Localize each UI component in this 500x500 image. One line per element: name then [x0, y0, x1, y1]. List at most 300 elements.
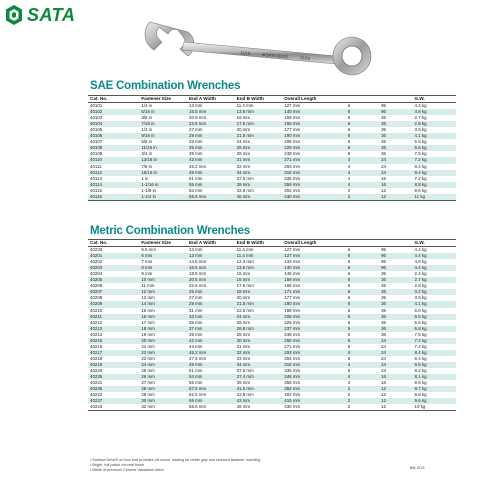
- cell-fastener-size: 9/16 in: [141, 133, 155, 139]
- cell-end-a-width: 16.5 mm: [189, 265, 207, 271]
- cell-overall-length: 190 mm: [284, 133, 301, 139]
- cell-end-b-width: 33 mm: [236, 355, 251, 361]
- cell-inner-qty: 6: [347, 151, 351, 157]
- cell-fastener-size: 7/16 in: [141, 121, 155, 127]
- cell-cat-no: 40210: [90, 307, 103, 313]
- cell-inner-qty: 2: [347, 392, 351, 398]
- cell-outer-qty: 36: [381, 121, 386, 127]
- cell-end-b-width: 21.5 mm: [236, 301, 254, 307]
- cell-fastener-size: 26 mm: [141, 374, 155, 380]
- cell-fastener-size: 19 mm: [141, 331, 155, 337]
- cell-overall-length: 225 mm: [284, 145, 301, 151]
- cell-inner-qty: 6: [347, 307, 351, 313]
- cell-outer-qty: 36: [381, 277, 386, 283]
- col-fastener-size: Fastener Size: [141, 240, 171, 245]
- cell-gross-weight: 9.4 kg: [414, 355, 427, 361]
- cell-end-b-width: 37.4 mm: [236, 374, 254, 380]
- cell-gross-weight: 9.2 kg: [414, 367, 427, 373]
- cell-outer-qty: 36: [381, 271, 386, 277]
- cell-cat-no: 40220: [90, 367, 103, 373]
- cell-end-b-width: 28 mm: [236, 331, 251, 337]
- cell-fastener-size: 1/4 in: [141, 103, 153, 109]
- cell-overall-length: 140 mm: [284, 109, 301, 115]
- cell-fastener-size: 5/16 in: [141, 109, 155, 115]
- cell-gross-weight: 5.5 kg: [414, 313, 427, 319]
- brand-name: SATA: [27, 5, 76, 25]
- feature-note: • Surface Drive® on box end provides off-corner loading for better grip and reduced fastener rounding: [90, 458, 261, 462]
- cell-end-a-width: 29 mm: [189, 301, 203, 307]
- cell-gross-weight: 10 kg: [414, 404, 426, 410]
- cell-inner-qty: 6: [347, 343, 351, 349]
- cell-end-a-width: 20.5 mm: [189, 115, 207, 121]
- cell-gross-weight: 7.2 kg: [414, 343, 427, 349]
- cell-outer-qty: 24: [381, 169, 386, 175]
- cell-fastener-size: 32 mm: [141, 404, 155, 410]
- feature-note: • Made of premium Chrome Vanadium steel: [90, 468, 164, 472]
- cell-fastener-size: 5.5 mm: [141, 247, 156, 253]
- table-row: [88, 194, 456, 201]
- cell-gross-weight: 7.2 kg: [414, 175, 427, 181]
- cell-inner-qty: 6: [347, 109, 351, 115]
- cell-outer-qty: 24: [381, 361, 386, 367]
- cell-fastener-size: 25 mm: [141, 367, 155, 373]
- col-end-a-width: End A Width: [189, 240, 216, 245]
- cell-end-b-width: 26 mm: [236, 145, 251, 151]
- cell-fastener-size: 16 mm: [141, 313, 155, 319]
- cell-end-b-width: 46 mm: [236, 193, 251, 199]
- cell-overall-length: 190 mm: [284, 301, 301, 307]
- cell-inner-qty: 6: [347, 301, 351, 307]
- cell-outer-qty: 16: [381, 374, 386, 380]
- cell-inner-qty: 6: [347, 115, 351, 121]
- cell-fastener-size: 14 mm: [141, 301, 155, 307]
- cell-fastener-size: 15 mm: [141, 307, 155, 313]
- cell-gross-weight: 3.2 kg: [414, 289, 427, 295]
- col-cat-no: Cat. No.: [90, 240, 108, 245]
- cell-fastener-size: 24 mm: [141, 361, 155, 367]
- cell-cat-no: 40219: [90, 361, 103, 367]
- cell-end-b-width: 30 mm: [236, 337, 251, 343]
- cell-inner-qty: 2: [347, 386, 351, 392]
- cell-outer-qty: 24: [381, 163, 386, 169]
- cell-end-a-width: 51 mm: [189, 367, 203, 373]
- cell-end-b-width: 11.4 mm: [236, 247, 254, 253]
- cell-gross-weight: 7.2 kg: [414, 337, 427, 343]
- cell-inner-qty: 6: [347, 367, 351, 373]
- cell-outer-qty: 96: [381, 265, 386, 271]
- cell-gross-weight: 4.1 kg: [414, 301, 427, 307]
- cell-overall-length: 165 mm: [284, 121, 301, 127]
- cell-end-a-width: 54 mm: [189, 374, 203, 380]
- cell-end-a-width: 22.5 mm: [189, 283, 207, 289]
- cell-fastener-size: 7/8 in: [141, 163, 153, 169]
- cell-inner-qty: 2: [347, 398, 351, 404]
- cell-overall-length: 248 mm: [284, 331, 301, 337]
- cell-cat-no: 40214: [90, 331, 103, 337]
- cell-overall-length: 165 mm: [284, 283, 301, 289]
- cell-end-a-width: 35 mm: [189, 319, 203, 325]
- cell-end-a-width: 27 mm: [189, 295, 203, 301]
- sata-logo: [5, 4, 77, 28]
- cell-end-a-width: 57.5 mm: [189, 386, 207, 392]
- cell-gross-weight: 2.7 kg: [414, 277, 427, 283]
- cell-overall-length: 316 mm: [284, 169, 301, 175]
- cell-inner-qty: 4: [347, 157, 351, 163]
- cell-inner-qty: 4: [347, 380, 351, 386]
- cell-end-a-width: 33 mm: [189, 139, 203, 145]
- cell-end-a-width: 62.5 mm: [189, 392, 207, 398]
- cell-end-b-width: 26.8 mm: [236, 325, 254, 331]
- cell-outer-qty: 36: [381, 319, 386, 325]
- cell-end-b-width: 41.5 mm: [236, 386, 254, 392]
- cell-inner-qty: 6: [347, 259, 351, 265]
- cell-gross-weight: 9.6 kg: [414, 187, 427, 193]
- cell-fastener-size: 20 mm: [141, 337, 155, 343]
- cell-gross-weight: 9.6 kg: [414, 398, 427, 404]
- cell-overall-length: 140 mm: [284, 265, 301, 271]
- cell-end-a-width: 39 mm: [189, 331, 203, 337]
- cell-end-b-width: 24 mm: [236, 139, 251, 145]
- cell-end-b-width: 28 mm: [236, 151, 251, 157]
- cell-outer-qty: 24: [381, 337, 386, 343]
- cell-outer-qty: 96: [381, 103, 386, 109]
- cell-overall-length: 359 mm: [284, 181, 301, 187]
- cell-outer-qty: 36: [381, 331, 386, 337]
- col-cat-no: Cat. No.: [90, 96, 108, 101]
- cell-inner-qty: 6: [347, 271, 351, 277]
- cell-end-a-width: 29 mm: [189, 133, 203, 139]
- cell-outer-qty: 36: [381, 115, 386, 121]
- cell-cat-no: 40201: [90, 253, 103, 259]
- cell-gross-weight: 7.5 kg: [414, 151, 427, 157]
- cell-end-b-width: 17.5 mm: [236, 121, 254, 127]
- cell-gross-weight: 4.8 kg: [414, 109, 427, 115]
- cell-inner-qty: 2: [347, 404, 351, 410]
- cell-cat-no: 40237: [90, 398, 103, 404]
- cell-inner-qty: 6: [347, 265, 351, 271]
- cell-overall-length: 304 mm: [284, 355, 301, 361]
- cell-end-b-width: 11.4 mm: [236, 253, 254, 259]
- cell-end-b-width: 24 mm: [236, 313, 251, 319]
- cell-gross-weight: 5.0 kg: [414, 307, 427, 313]
- cell-cat-no: 40203: [90, 265, 103, 271]
- catalog-header: [0, 0, 500, 80]
- cell-gross-weight: 8.7 kg: [414, 386, 427, 392]
- cell-gross-weight: 8.1 kg: [414, 374, 427, 380]
- cell-outer-qty: 12: [381, 386, 386, 392]
- cell-cat-no: 40104: [90, 121, 103, 127]
- cell-inner-qty: 6: [347, 103, 351, 109]
- cell-outer-qty: 36: [381, 151, 386, 157]
- cell-cat-no: 40108: [90, 145, 103, 151]
- cell-inner-qty: 6: [347, 277, 351, 283]
- cell-overall-length: 159 mm: [284, 277, 301, 283]
- cell-outer-qty: 36: [381, 295, 386, 301]
- cell-overall-length: 316 mm: [284, 361, 301, 367]
- cell-gross-weight: 11 kg: [414, 193, 425, 199]
- cell-inner-qty: 4: [347, 169, 351, 175]
- cell-fastener-size: 1-1/16 in: [141, 181, 159, 187]
- cell-end-a-width: 25 mm: [189, 289, 203, 295]
- cell-outer-qty: 12: [381, 398, 386, 404]
- cell-overall-length: 177 mm: [284, 295, 301, 301]
- sae-table: [88, 95, 456, 201]
- cell-end-b-width: 46 mm: [236, 404, 251, 410]
- cell-overall-length: 430 mm: [284, 193, 301, 199]
- cell-end-a-width: 65.6 mm: [189, 193, 207, 199]
- col-end-b-width: End B Width: [236, 96, 264, 101]
- cell-end-b-width: 43 mm: [236, 398, 251, 404]
- cell-inner-qty: 6: [347, 313, 351, 319]
- cell-gross-weight: 5.6 kg: [414, 319, 427, 325]
- col-inner-qty: [346, 96, 379, 103]
- cell-fastener-size: 18 mm: [141, 325, 155, 331]
- cell-fastener-size: 13 mm: [141, 295, 155, 301]
- cell-overall-length: 335 mm: [284, 175, 301, 181]
- cell-gross-weight: 4.4 kg: [414, 253, 427, 259]
- cell-overall-length: 293 mm: [284, 349, 301, 355]
- col-outer-qty: [379, 96, 412, 103]
- cell-end-a-width: 35 mm: [189, 145, 203, 151]
- cell-overall-length: 127 mm: [284, 103, 301, 109]
- cell-inner-qty: 4: [347, 361, 351, 367]
- cell-cat-no: 40207: [90, 289, 103, 295]
- cell-overall-length: 383 mm: [284, 386, 301, 392]
- col-overall-length: Overall Length: [284, 240, 317, 245]
- cell-fastener-size: 8 mm: [141, 265, 153, 271]
- metric-table: [88, 239, 456, 411]
- cell-end-a-width: 55 mm: [189, 181, 203, 187]
- cell-gross-weight: 7.2 kg: [414, 157, 427, 163]
- cell-inner-qty: 6: [347, 283, 351, 289]
- cell-end-a-width: 42 mm: [189, 337, 203, 343]
- cell-outer-qty: 12: [381, 392, 386, 398]
- cell-end-a-width: 14.6 mm: [189, 259, 207, 265]
- cell-gross-weight: 9.5 kg: [414, 361, 427, 367]
- cell-end-a-width: 33 mm: [189, 313, 203, 319]
- cell-outer-qty: 36: [381, 127, 386, 133]
- cell-outer-qty: 24: [381, 349, 386, 355]
- sae-section-title: SAE Combination Wrenches: [90, 80, 241, 92]
- cell-end-a-width: 43 mm: [189, 157, 203, 163]
- cell-cat-no: 40223: [90, 404, 103, 410]
- cell-cat-no: 40204: [90, 271, 103, 277]
- cell-end-b-width: 34 mm: [236, 169, 251, 175]
- cell-inner-qty: 2: [347, 187, 351, 193]
- cell-end-b-width: 20 mm: [236, 127, 251, 133]
- cell-end-a-width: 37 mm: [189, 325, 203, 331]
- cell-end-b-width: 17.5 mm: [236, 283, 254, 289]
- cell-fastener-size: 11/16 in: [141, 145, 157, 151]
- cell-end-b-width: 13.6 mm: [236, 265, 254, 271]
- cell-end-a-width: 27 mm: [189, 127, 203, 133]
- cell-outer-qty: 36: [381, 139, 386, 145]
- col-end-b-width: End B Width: [236, 240, 264, 245]
- cell-end-b-width: 31 mm: [236, 343, 251, 349]
- metric-section-title: Metric Combination Wrenches: [90, 225, 250, 237]
- cell-overall-length: 415 mm: [284, 398, 301, 404]
- cell-gross-weight: 5.5 kg: [414, 139, 427, 145]
- wrench-engraving: ⊕SATA 40103: [261, 52, 289, 60]
- col-outer-qty: [379, 240, 412, 247]
- cell-outer-qty: 24: [381, 355, 386, 361]
- cell-end-a-width: 45.2 mm: [189, 163, 207, 169]
- cell-inner-qty: 6: [347, 133, 351, 139]
- col-end-a-width: End A Width: [189, 96, 216, 101]
- cell-inner-qty: 4: [347, 175, 351, 181]
- cell-end-b-width: 22.5 mm: [236, 307, 254, 313]
- cell-gross-weight: 4.4 kg: [414, 265, 427, 271]
- cell-cat-no: 40233: [90, 247, 103, 253]
- cell-outer-qty: 12: [381, 187, 386, 193]
- cell-end-a-width: 47.5 mm: [189, 355, 207, 361]
- cell-overall-length: 265 mm: [284, 337, 301, 343]
- cell-overall-length: 225 mm: [284, 319, 301, 325]
- cell-cat-no: 40208: [90, 295, 103, 301]
- cell-gross-weight: 9.4 kg: [414, 169, 427, 175]
- cell-cat-no: 40202: [90, 259, 103, 265]
- cell-outer-qty: 36: [381, 313, 386, 319]
- cell-end-b-width: 34 mm: [236, 361, 251, 367]
- cell-gross-weight: 4.4 kg: [414, 247, 427, 253]
- cell-gross-weight: 2.7 kg: [414, 115, 427, 121]
- col-gross-weight: G.W.: [414, 96, 425, 101]
- cell-outer-qty: 12: [381, 193, 386, 199]
- cell-inner-qty: 6: [347, 331, 351, 337]
- cell-outer-qty: 96: [381, 253, 386, 259]
- cell-end-b-width: 11.4 mm: [236, 103, 254, 109]
- cell-end-b-width: 37.5 mm: [236, 175, 254, 181]
- cell-cat-no: 40106: [90, 133, 103, 139]
- cell-overall-length: 402 mm: [284, 187, 301, 193]
- cell-end-b-width: 42.8 mm: [236, 392, 254, 398]
- cell-overall-length: 335 mm: [284, 367, 301, 373]
- cell-fastener-size: 17 mm: [141, 319, 155, 325]
- cell-overall-length: 271 mm: [284, 343, 301, 349]
- cell-fastener-size: 1/2 in: [141, 127, 153, 133]
- cell-cat-no: 40110: [90, 157, 102, 163]
- cell-overall-length: 293 mm: [284, 163, 301, 169]
- cell-cat-no: 40236: [90, 386, 103, 392]
- cell-end-a-width: 31 mm: [189, 307, 203, 313]
- cell-end-b-width: 16 mm: [236, 115, 251, 121]
- cell-gross-weight: 8.8 kg: [414, 181, 427, 187]
- cell-inner-qty: 6: [347, 319, 351, 325]
- cell-gross-weight: 7.5 kg: [414, 331, 427, 337]
- cell-fastener-size: 3/8 in: [141, 115, 153, 121]
- cell-fastener-size: 28 mm: [141, 386, 155, 392]
- wrench-image: [140, 12, 380, 78]
- cell-end-b-width: 15 mm: [236, 271, 251, 277]
- cell-end-a-width: 65.6 mm: [189, 404, 207, 410]
- cell-cat-no: 40109: [90, 151, 103, 157]
- cell-overall-length: 208 mm: [284, 313, 301, 319]
- cell-fastener-size: 15/16 in: [141, 169, 157, 175]
- cell-overall-length: 248 mm: [284, 151, 301, 157]
- cell-overall-length: 359 mm: [284, 380, 301, 386]
- cell-fastener-size: 1-1/8 in: [141, 187, 156, 193]
- cell-end-b-width: 18 mm: [236, 289, 251, 295]
- cell-end-a-width: 45.2 mm: [189, 349, 207, 355]
- cell-end-a-width: 65 mm: [189, 398, 203, 404]
- sata-logo-hex-icon: [5, 4, 23, 26]
- cell-end-a-width: 51 mm: [189, 175, 203, 181]
- cell-fastener-size: 30 mm: [141, 398, 155, 404]
- cell-inner-qty: 6: [347, 325, 351, 331]
- cell-inner-qty: 6: [347, 127, 351, 133]
- cell-fastener-size: 5/8 in: [141, 139, 153, 145]
- cell-cat-no: 40221: [90, 380, 103, 386]
- cell-gross-weight: 2.4 kg: [414, 271, 427, 277]
- cell-end-a-width: 49 mm: [189, 169, 203, 175]
- table-header-row: [88, 240, 456, 247]
- cell-overall-length: 127 mm: [284, 253, 301, 259]
- cell-cat-no: 40101: [90, 103, 103, 109]
- cell-fastener-size: 27 mm: [141, 380, 155, 386]
- cell-outer-qty: 24: [381, 367, 386, 373]
- cell-cat-no: 40217: [90, 349, 103, 355]
- cell-fastener-size: 13/16 in: [141, 157, 157, 163]
- cell-outer-qty: 36: [381, 301, 386, 307]
- cell-end-a-width: 20.5 mm: [189, 277, 207, 283]
- cell-overall-length: 208 mm: [284, 139, 301, 145]
- cell-end-a-width: 43 mm: [189, 343, 203, 349]
- feature-notes: [90, 458, 390, 473]
- cell-overall-length: 133 mm: [284, 259, 301, 265]
- cell-outer-qty: 16: [381, 175, 386, 181]
- cell-outer-qty: 12: [381, 404, 386, 410]
- cell-cat-no: 40222: [90, 392, 103, 398]
- cell-gross-weight: 4.4 kg: [414, 103, 427, 109]
- cell-gross-weight: 4.1 kg: [414, 133, 427, 139]
- cell-inner-qty: 6: [347, 139, 351, 145]
- wrench-size-right: 11/16: [299, 55, 311, 61]
- col-fastener-size: Fastener Size: [141, 96, 171, 101]
- cell-outer-qty: 96: [381, 247, 386, 253]
- cell-cat-no: 40218: [90, 355, 103, 361]
- feature-note: • Bright, full polish chrome finish: [90, 463, 144, 467]
- cell-outer-qty: 36: [381, 133, 386, 139]
- cell-end-a-width: 55 mm: [189, 380, 203, 386]
- col-overall-length: Overall Length: [284, 96, 317, 101]
- cell-cat-no: 40113: [90, 175, 102, 181]
- cell-overall-length: 198 mm: [284, 307, 301, 313]
- cell-gross-weight: 2.8 kg: [414, 121, 427, 127]
- cell-overall-length: 149 mm: [284, 271, 301, 277]
- cell-overall-length: 127 mm: [284, 247, 301, 253]
- cell-fastener-size: 22 mm: [141, 349, 155, 355]
- cell-cat-no: 40215: [90, 337, 103, 343]
- cell-overall-length: 271 mm: [284, 157, 301, 163]
- cell-outer-qty: 36: [381, 283, 386, 289]
- cell-inner-qty: 4: [347, 349, 351, 355]
- cell-cat-no: 40235: [90, 374, 103, 380]
- cell-outer-qty: 16: [381, 181, 386, 187]
- cell-fastener-size: 23 mm: [141, 355, 155, 361]
- cell-outer-qty: 96: [381, 109, 386, 115]
- cell-fastener-size: 7 mm: [141, 259, 153, 265]
- cell-inner-qty: 4: [347, 374, 351, 380]
- cell-cat-no: 40205: [90, 277, 103, 283]
- cell-end-b-width: 39 mm: [236, 181, 251, 187]
- cell-inner-qty: 6: [347, 355, 351, 361]
- cell-cat-no: 40211: [90, 313, 102, 319]
- wrench-size-left: 11/16: [239, 50, 251, 56]
- col-gross-weight: G.W.: [414, 240, 425, 245]
- cell-end-b-width: 42.8 mm: [236, 187, 254, 193]
- cell-end-a-width: 39 mm: [189, 151, 203, 157]
- cell-outer-qty: 24: [381, 343, 386, 349]
